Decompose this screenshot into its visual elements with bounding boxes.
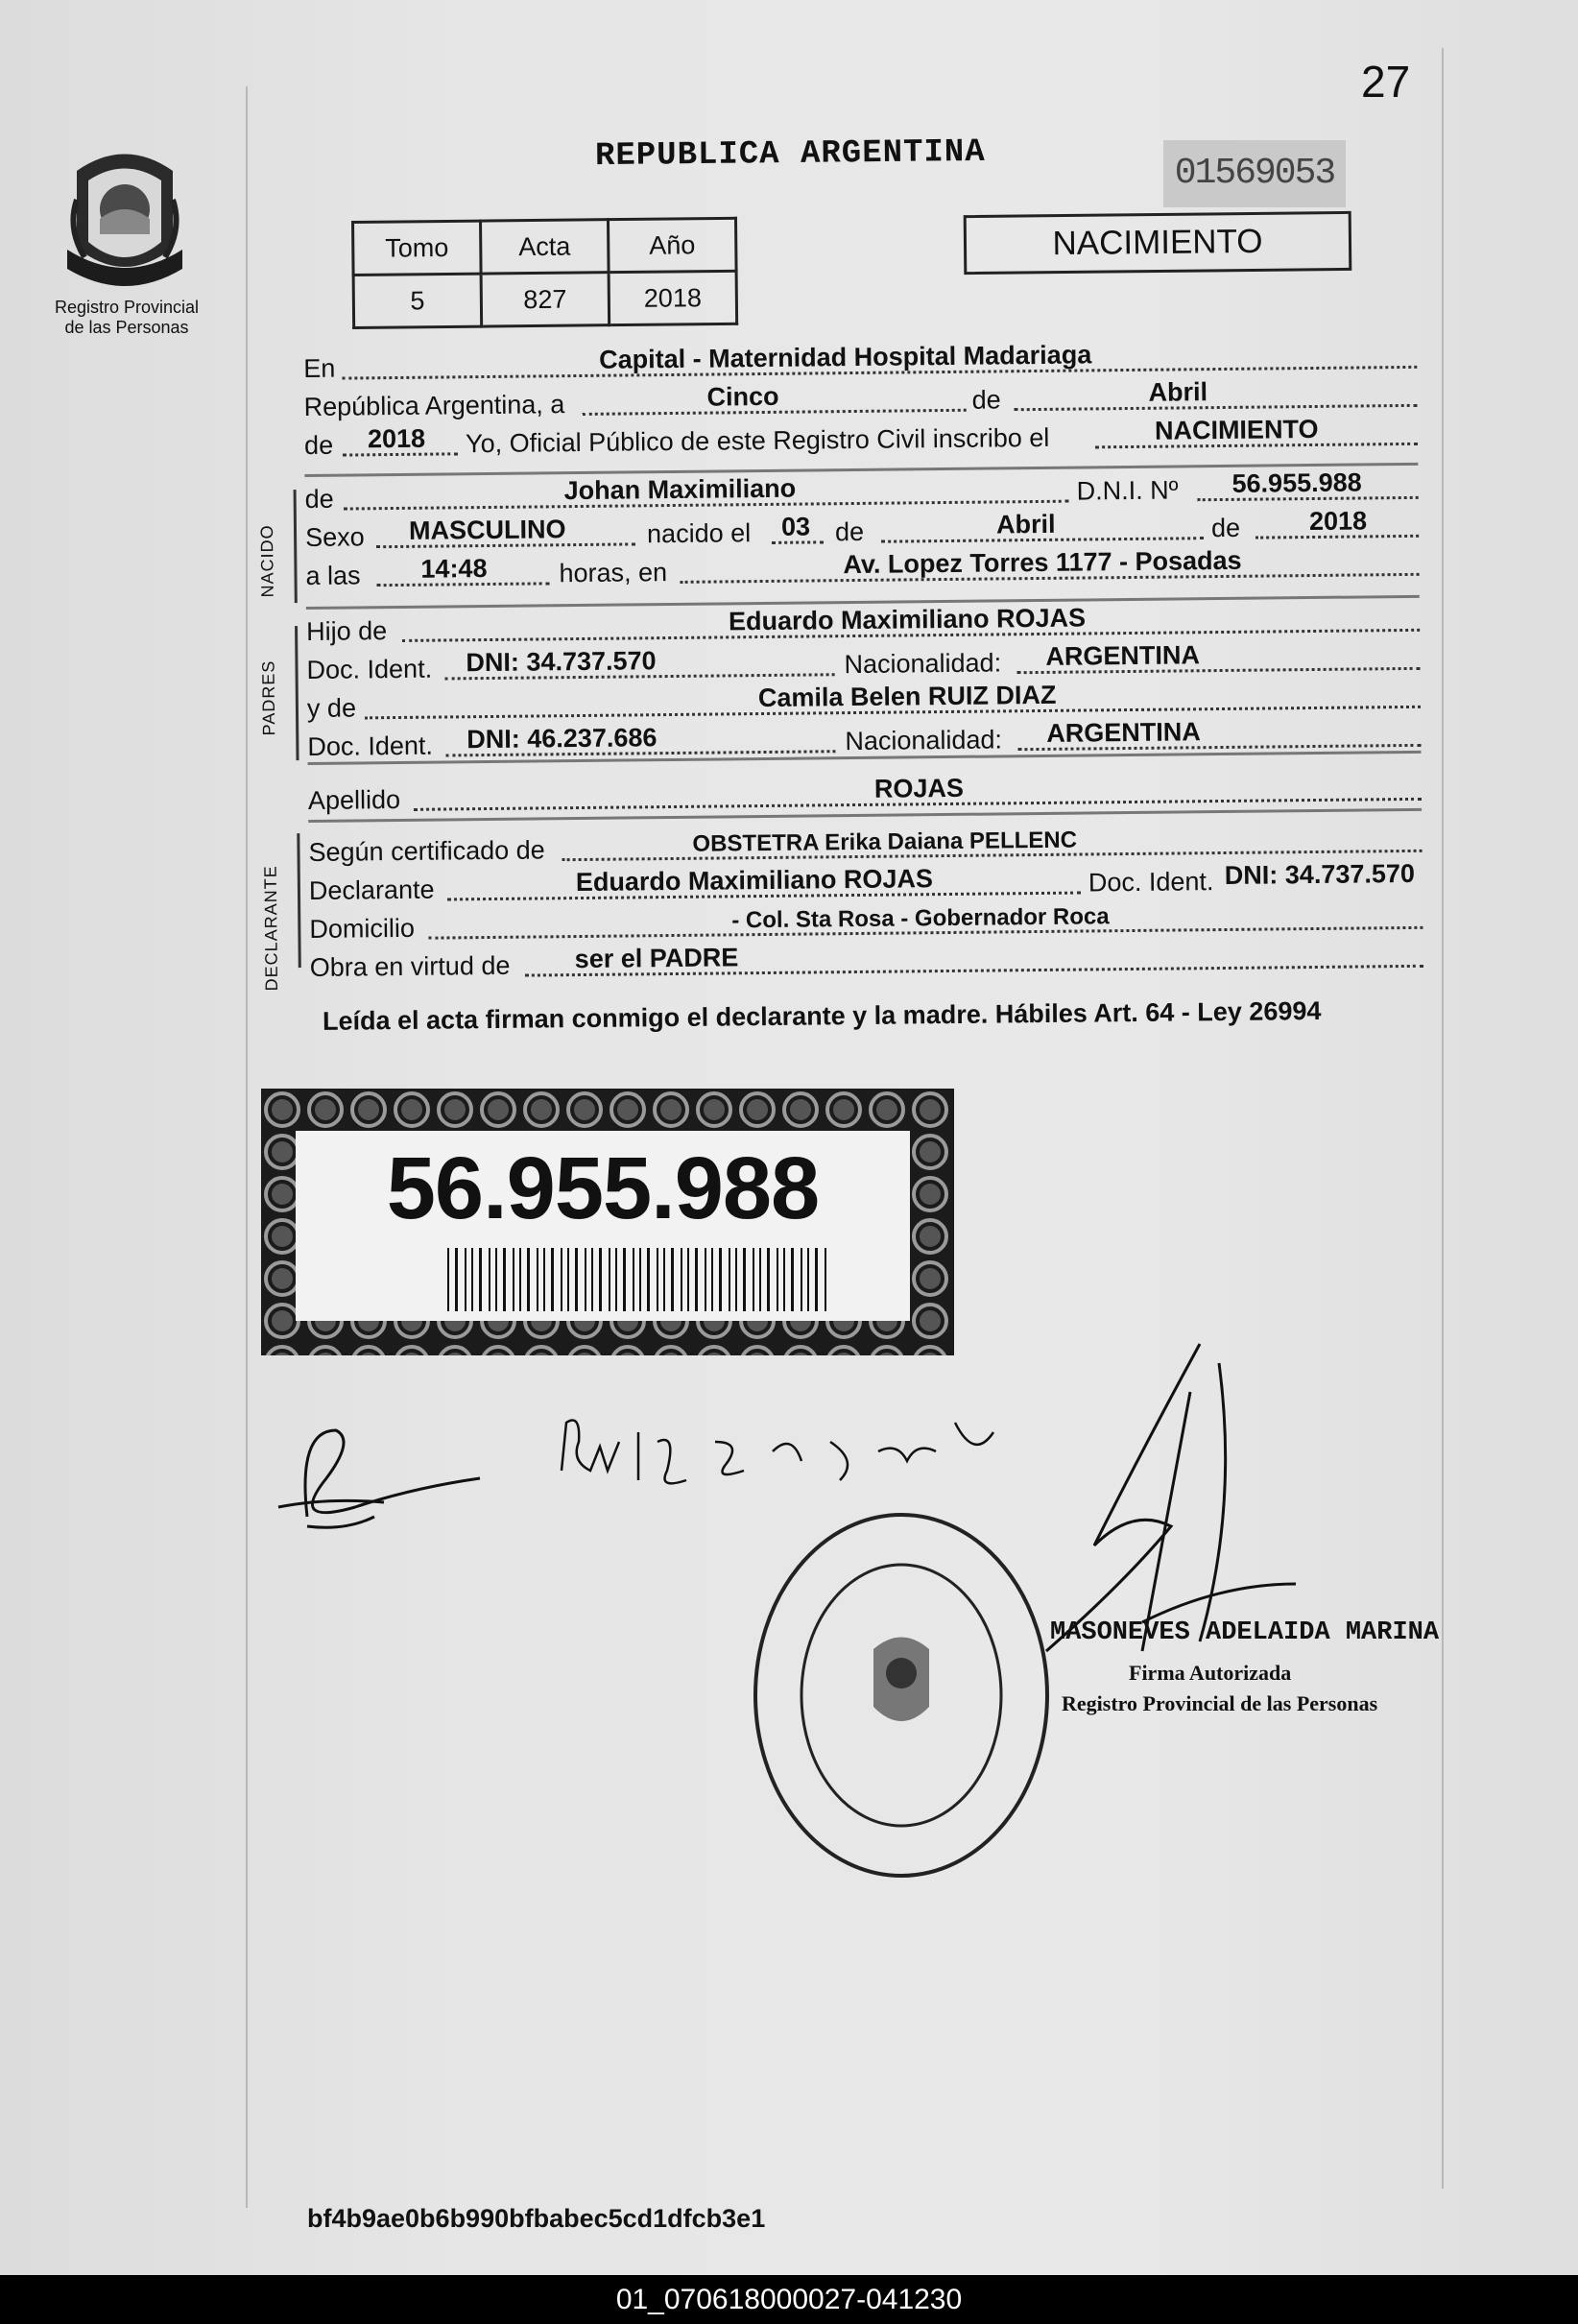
declarante-label: Declarante xyxy=(308,874,435,905)
inscribo-value: NACIMIENTO xyxy=(1154,414,1319,445)
serial-number: 01569053 xyxy=(1163,140,1346,207)
registry-caption-line2: de las Personas xyxy=(64,318,189,337)
father-nationality-value: ARGENTINA xyxy=(1045,640,1201,671)
nacido-label: nacido el xyxy=(646,518,752,549)
declarante-doc-label: Doc. Ident. xyxy=(1088,867,1214,898)
declarante-value: Eduardo Maximiliano ROJAS xyxy=(575,864,934,898)
mother-nationality-value: ARGENTINA xyxy=(1046,717,1201,748)
record-type-box: NACIMIENTO xyxy=(964,211,1352,275)
en-label: En xyxy=(303,353,336,383)
domicilio-value: - Col. Sta Rosa - Gobernador Roca xyxy=(731,903,1110,934)
father-doc-label: Doc. Ident. xyxy=(306,654,433,684)
province-crest-icon xyxy=(58,142,192,296)
birth-year-value: 2018 xyxy=(1308,506,1368,537)
register-value-ano: 2018 xyxy=(609,271,737,324)
register-table-value-row xyxy=(353,271,737,327)
dni-card xyxy=(261,1089,954,1355)
republica-label: República Argentina, a xyxy=(303,390,565,421)
left-margin-line xyxy=(246,86,248,2208)
register-header-tomo: Tomo xyxy=(353,221,482,275)
register-header-ano: Año xyxy=(609,218,737,272)
section-label-nacido: NACIDO xyxy=(256,524,277,598)
registry-caption xyxy=(31,298,223,338)
father-name-value: Eduardo Maximiliano ROJAS xyxy=(728,603,1087,636)
certificado-value: OBSTETRA Erika Daiana PELLENC xyxy=(692,827,1078,857)
birth-record-form xyxy=(256,334,1433,992)
apellido-label: Apellido xyxy=(307,784,401,815)
section-label-padres: PADRES xyxy=(258,659,279,736)
official-name: MASONEVES ADELAIDA MARINA xyxy=(1050,1618,1440,1647)
inscribo-label: Yo, Oficial Público de este Registro Civil inscribo el xyxy=(465,422,1050,459)
right-margin-line xyxy=(1442,48,1444,2189)
mother-doc-label: Doc. Ident. xyxy=(307,731,434,761)
sexo-value: MASCULINO xyxy=(408,515,566,545)
register-table xyxy=(351,217,738,329)
horas-en-label: horas, en xyxy=(559,558,668,588)
hora-value: 14:48 xyxy=(420,554,488,584)
father-nationality-label: Nacionalidad: xyxy=(844,648,1002,680)
name-label: de xyxy=(304,484,334,514)
mother-signature xyxy=(552,1403,1013,1509)
de-label: de xyxy=(971,385,1001,415)
register-header-acta: Acta xyxy=(481,220,610,274)
mother-nationality-label: Nacionalidad: xyxy=(845,725,1003,756)
declarant-signature xyxy=(269,1411,490,1545)
register-value-acta: 827 xyxy=(481,273,610,326)
father-doc-value: DNI: 34.737.570 xyxy=(466,646,657,678)
closing-note: Leída el acta firman conmigo el declarante y la madre. Hábiles Art. 64 - Ley 26994 xyxy=(322,995,1322,1036)
declarante-doc-value: DNI: 34.737.570 xyxy=(1224,858,1416,890)
hijo-label: Hijo de xyxy=(305,616,388,646)
mother-doc-value: DNI: 46.237.686 xyxy=(466,723,658,755)
yde-label: y de xyxy=(306,693,357,723)
day-value: Cinco xyxy=(706,381,779,412)
dni-number-panel xyxy=(296,1131,910,1321)
year-label: de xyxy=(303,430,334,460)
hora-label: a las xyxy=(305,561,361,590)
official-office: Registro Provincial de las Personas xyxy=(1062,1691,1378,1715)
birth-de2-label: de xyxy=(1210,513,1241,543)
sexo-label: Sexo xyxy=(304,522,365,552)
year-value: 2018 xyxy=(367,423,426,454)
dni-card-number: 56.955.988 xyxy=(386,1139,820,1237)
official-role: Firma Autorizada xyxy=(1129,1661,1292,1685)
section-label-declarante: DECLARANTE xyxy=(260,865,282,992)
birth-month-value: Abril xyxy=(995,509,1056,539)
register-value-tomo: 5 xyxy=(353,274,482,327)
obra-value: ser el PADRE xyxy=(574,943,739,974)
registry-seal xyxy=(749,1505,1054,1885)
mother-name-value: Camila Belen RUIZ DIAZ xyxy=(757,680,1057,713)
dni-label: D.N.I. Nº xyxy=(1076,475,1179,506)
certificado-label: Según certificado de xyxy=(308,835,545,867)
register-table-header-row xyxy=(353,218,737,275)
child-dni-value: 56.955.988 xyxy=(1231,467,1362,498)
month-value: Abril xyxy=(1148,377,1208,407)
domicilio-label: Domicilio xyxy=(309,913,416,944)
place-value: Capital - Maternidad Hospital Madariaga xyxy=(599,340,1092,374)
birth-place-value: Av. Lopez Torres 1177 - Posadas xyxy=(843,545,1242,580)
footer-code: 01_070618000027-041230 xyxy=(0,2275,1578,2324)
apellido-value: ROJAS xyxy=(873,773,965,803)
child-name-value: Johan Maximiliano xyxy=(563,473,797,506)
registry-caption-line1: Registro Provincial xyxy=(54,298,200,317)
obra-label: Obra en virtud de xyxy=(309,950,511,982)
document-hash: bf4b9ae0b6b990bfbabec5cd1dfcb3e1 xyxy=(307,2204,766,2233)
page-number: 27 xyxy=(1361,57,1411,107)
barcode-icon xyxy=(447,1248,831,1311)
document-title: REPUBLICA ARGENTINA xyxy=(594,133,986,176)
birth-de1-label: de xyxy=(834,516,865,547)
birth-day-value: 03 xyxy=(780,512,811,541)
